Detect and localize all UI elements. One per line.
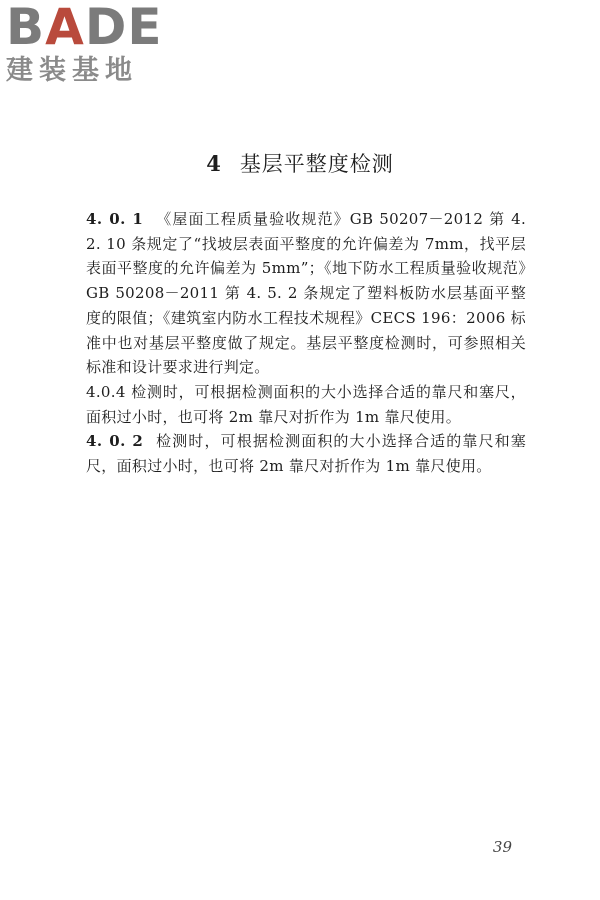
clause-number: 4. 0. 2 [86, 432, 144, 451]
brand-subtitle: 建装基地 [6, 55, 138, 86]
clause-number: 4. 0. 1 [86, 210, 144, 228]
brand-letter-b: B [6, 0, 46, 56]
brand-letter-a: A [45, 0, 85, 56]
body-text [86, 207, 526, 479]
chapter-name: 基层平整度检测 [239, 152, 394, 176]
clause-text: 《屋面工程质量验收规范》GB 50207－2012 第 4. 2. 10 条规定了“找坡层表面平整度的允许偏差为 7mm，找平层表面平整度的允许偏差为 5mm”；《地下防水工程质量验收规范》GB 50208－2011 第 4. 5. 2 条规定了塑料板防水层基面平整度的限值；《建筑室内防水工程技术规程》CECS 196：2006 标准中也对基层平整度做了规定。基层平整度检测时，可参照相关标准和设计要求进行判定。 [86, 210, 527, 377]
chapter-number: 4 [206, 151, 222, 176]
brand-logo [6, 2, 186, 88]
brand-letters-de: DE [84, 0, 163, 56]
clause-paragraph [86, 207, 526, 380]
clause-paragraph [86, 429, 526, 478]
clause-text: 检测时，可根据检测面积的大小选择合适的靠尺和塞尺，面积过小时，也可将 2m 靠尺对折作为 1m 靠尺使用。 [86, 432, 527, 476]
clause-paragraph [86, 380, 526, 429]
clause-text: 4.0.4 检测时，可根据检测面积的大小选择合适的靠尺和塞尺，面积过小时，也可将 2m 靠尺对折作为 1m 靠尺使用。 [86, 382, 526, 426]
brand-logo-mark [6, 0, 186, 56]
page-number: 39 [492, 838, 512, 856]
chapter-title [0, 150, 600, 178]
